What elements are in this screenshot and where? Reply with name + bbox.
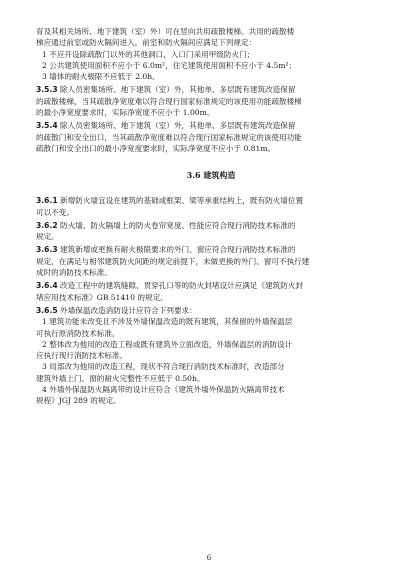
body-line: 的最小净宽度要求时，实际净宽度不应小于 1.00m。: [36, 108, 215, 118]
clause-text: 改造工程中的建筑缝隙、贯穿孔口等的防火封堵设计应满足《建筑防火封: [60, 281, 304, 291]
clause-3-5-4: [36, 120, 386, 131]
section-heading: 3.6 建筑构造: [186, 170, 236, 181]
body-line: 疏散门和安全出口的最小净宽度要求时，实际净宽度不应小于 0.81m。: [36, 143, 276, 153]
clause-text: 外墙保温改造消防设计应符合下列要求：: [60, 305, 197, 315]
clause-number: 3.6.2: [36, 220, 58, 230]
list-item: 1 建筑功能未改变且不涉及外墙保温改造的既有建筑，其保留的外墙保温层: [42, 317, 293, 327]
list-item: 3 墙体的耐火极限不应低于 2.0h。: [42, 72, 160, 82]
clause-text: 除人员密集场所、地下建筑（室）外，其他单、多层既有建筑改造保留: [60, 121, 296, 131]
list-item: 2 整体改为他用的改造工程或既有建筑外立面改造，外墙保温层的消防设计: [42, 339, 293, 349]
body-line: 可执行原消防技术标准。: [36, 328, 120, 338]
clause-3-6-2: [36, 220, 386, 231]
clause-text: 除人员密集场所、地下建筑（室）外，其他单、多层既有建筑改造保留: [60, 85, 296, 95]
body-line: 育及其相关场所、地下建筑（室）外）可在竖向共用疏散楼梯。共用的疏散楼: [36, 27, 295, 36]
clause-text: 防火墙、防火隔墙上的防火卷帘宽度、性能应符合现行消防技术标准的: [60, 220, 296, 230]
body-line: 可以不变。: [36, 207, 74, 217]
clause-number: 3.6.4: [36, 281, 58, 291]
clause-3-6-3: [36, 244, 386, 255]
clause-number: 3.6.1: [36, 196, 58, 206]
document-body: [36, 26, 386, 407]
body-line: 堵应用技术标准》GB 51410 的规定。: [36, 292, 168, 302]
clause-number: 3.6.3: [36, 245, 58, 255]
body-line: 规程》JGJ 289 的规定。: [36, 396, 121, 406]
list-item: 2 公共建筑使用面积不应小于 6.0m²，住宅建筑使用面积不应小于 4.5m²；: [42, 60, 297, 70]
clause-3-5-3: [36, 84, 386, 95]
body-line: 梯应通过前室或防火隔间进入，前室和防火隔间应满足下列规定：: [36, 38, 257, 48]
clause-number: 3.6.5: [36, 305, 58, 315]
clause-number: 3.5.4: [36, 121, 58, 131]
page-number: 6: [206, 554, 212, 562]
body-line: 规定。: [36, 232, 59, 242]
clause-3-6-5: [36, 305, 386, 316]
body-line: 的疏散楼梯，当其疏散净宽度难以符合现行国家标准规定的该使用功能疏散楼梯: [36, 96, 302, 106]
list-item: 4 外墙外保温防火隔离带的设计应符合《建筑外墙外保温防火隔离带技术: [42, 385, 285, 395]
clause-number: 3.5.3: [36, 85, 58, 95]
body-line: 的疏散门和安全出口，当其疏散净宽度难以符合现行国家标准规定的该使用功能: [36, 132, 302, 142]
clause-3-6-4: [36, 280, 386, 291]
clause-text: 新增防火墙宜设在建筑的基础或框架、梁等承重结构上，既有防火墙位置: [60, 196, 304, 206]
list-item: 3 局部改为他用的改造工程，现状不符合现行消防技术标准时，改造部分: [42, 362, 285, 372]
body-line: 应执行现行消防技术标准。: [36, 351, 128, 361]
clause-3-6-1: [36, 195, 386, 206]
body-line: 规定，在满足与相邻建筑防火间距的规定前提下，未做更换的外门、窗可不执行建: [36, 256, 310, 266]
clause-text: 建筑新增或更换有耐火极限要求的外门、窗应符合现行消防技术标准的: [60, 245, 296, 255]
list-item: 1 不应开设除疏散门以外的其他洞口，入口门采用甲级防火门；: [42, 49, 255, 59]
body-line: 建筑外墙上门、窗的耐火完整性不应低于 0.50h。: [36, 373, 205, 383]
body-line: 成时的消防技术标准。: [36, 268, 112, 278]
